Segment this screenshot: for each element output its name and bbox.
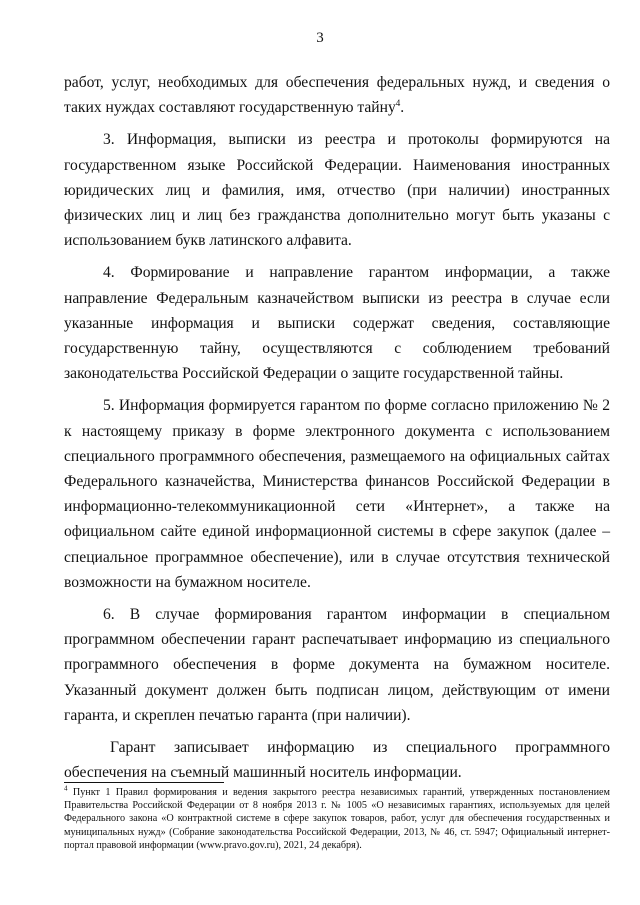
paragraph-item-4: 4. Формирование и направление гарантом информации, а также направление Федеральным казначейством выписки из реестра в случае если указанные информация и выписки содержат сведения, составляющие государственную тайну, осуществляются с соблюдением требований законодательства Российской Федерации о защите государственной тайны. <box>64 264 610 383</box>
footnote-text: Пункт 1 Правил формирования и ведения закрытого реестра независимых гарантий, утвержденных постановлением Правительства Российской Федерации от 8 ноября 2013 г. № 1005 «О независимых гарантиях, используемых для целей Федерального закона «О контрактной системе в сфере закупок товаров, работ, услуг для обеспечения государственных и муниципальных нужд» (Собрание законодательства Российской Федерации, 2013, № 46, ст. 5947; Официальный интернет-портал правовой информации (www.pravo.gov.ru), 2021, 24 декабря). <box>64 787 610 851</box>
footnote-reference[interactable]: 4 <box>395 98 401 109</box>
document-body <box>64 70 610 792</box>
paragraph-item-6: 6. В случае формирования гарантом информации в специальном программном обеспечении гарант распечатывает информацию из специального программного обеспечения в форме документа на бумажном носителе. Указанный документ должен быть подписан лицом, действующим от имени гаранта, и скреплен печатью гаранта (при наличии). <box>64 606 610 724</box>
paragraph-item-5: 5. Информация формируется гарантом по форме согласно приложению № 2 к настоящему приказу в форме электронного документа с использованием специального программного обеспечения, размещаемого на официальных сайтах Федерального казначейства, Министерства финансов Российской Федерации в информационно-телекоммуникационной сети «Интернет», а также на официальном сайте единой информационной системы в сфере закупок (далее – специальное программное обеспечение), или в случае отсутствия технической возможности на бумажном носителе. <box>64 397 610 591</box>
page-number: 3 <box>316 30 324 46</box>
footnote-marker: 4 <box>64 784 68 793</box>
paragraph-continuation <box>64 70 610 120</box>
footnote-divider <box>64 782 224 783</box>
paragraph-text: работ, услуг, необходимых для обеспечения федеральных нужд, и сведения о таких нуждах составляют государственную тайну <box>64 74 610 117</box>
paragraph-suffix: . <box>400 99 405 117</box>
footnote <box>64 786 610 852</box>
paragraph-guarantor-record: Гарант записывает информацию из специального программного обеспечения на съемный машинный носитель информации. <box>64 739 610 782</box>
paragraph-item-3: 3. Информация, выписки из реестра и протоколы формируются на государственном языке Российской Федерации. Наименования иностранных юридических лиц и фамилия, имя, отчество (при наличии) иностранных физических лиц и лиц без гражданства дополнительно могут быть указаны с использованием букв латинского алфавита. <box>64 131 610 250</box>
